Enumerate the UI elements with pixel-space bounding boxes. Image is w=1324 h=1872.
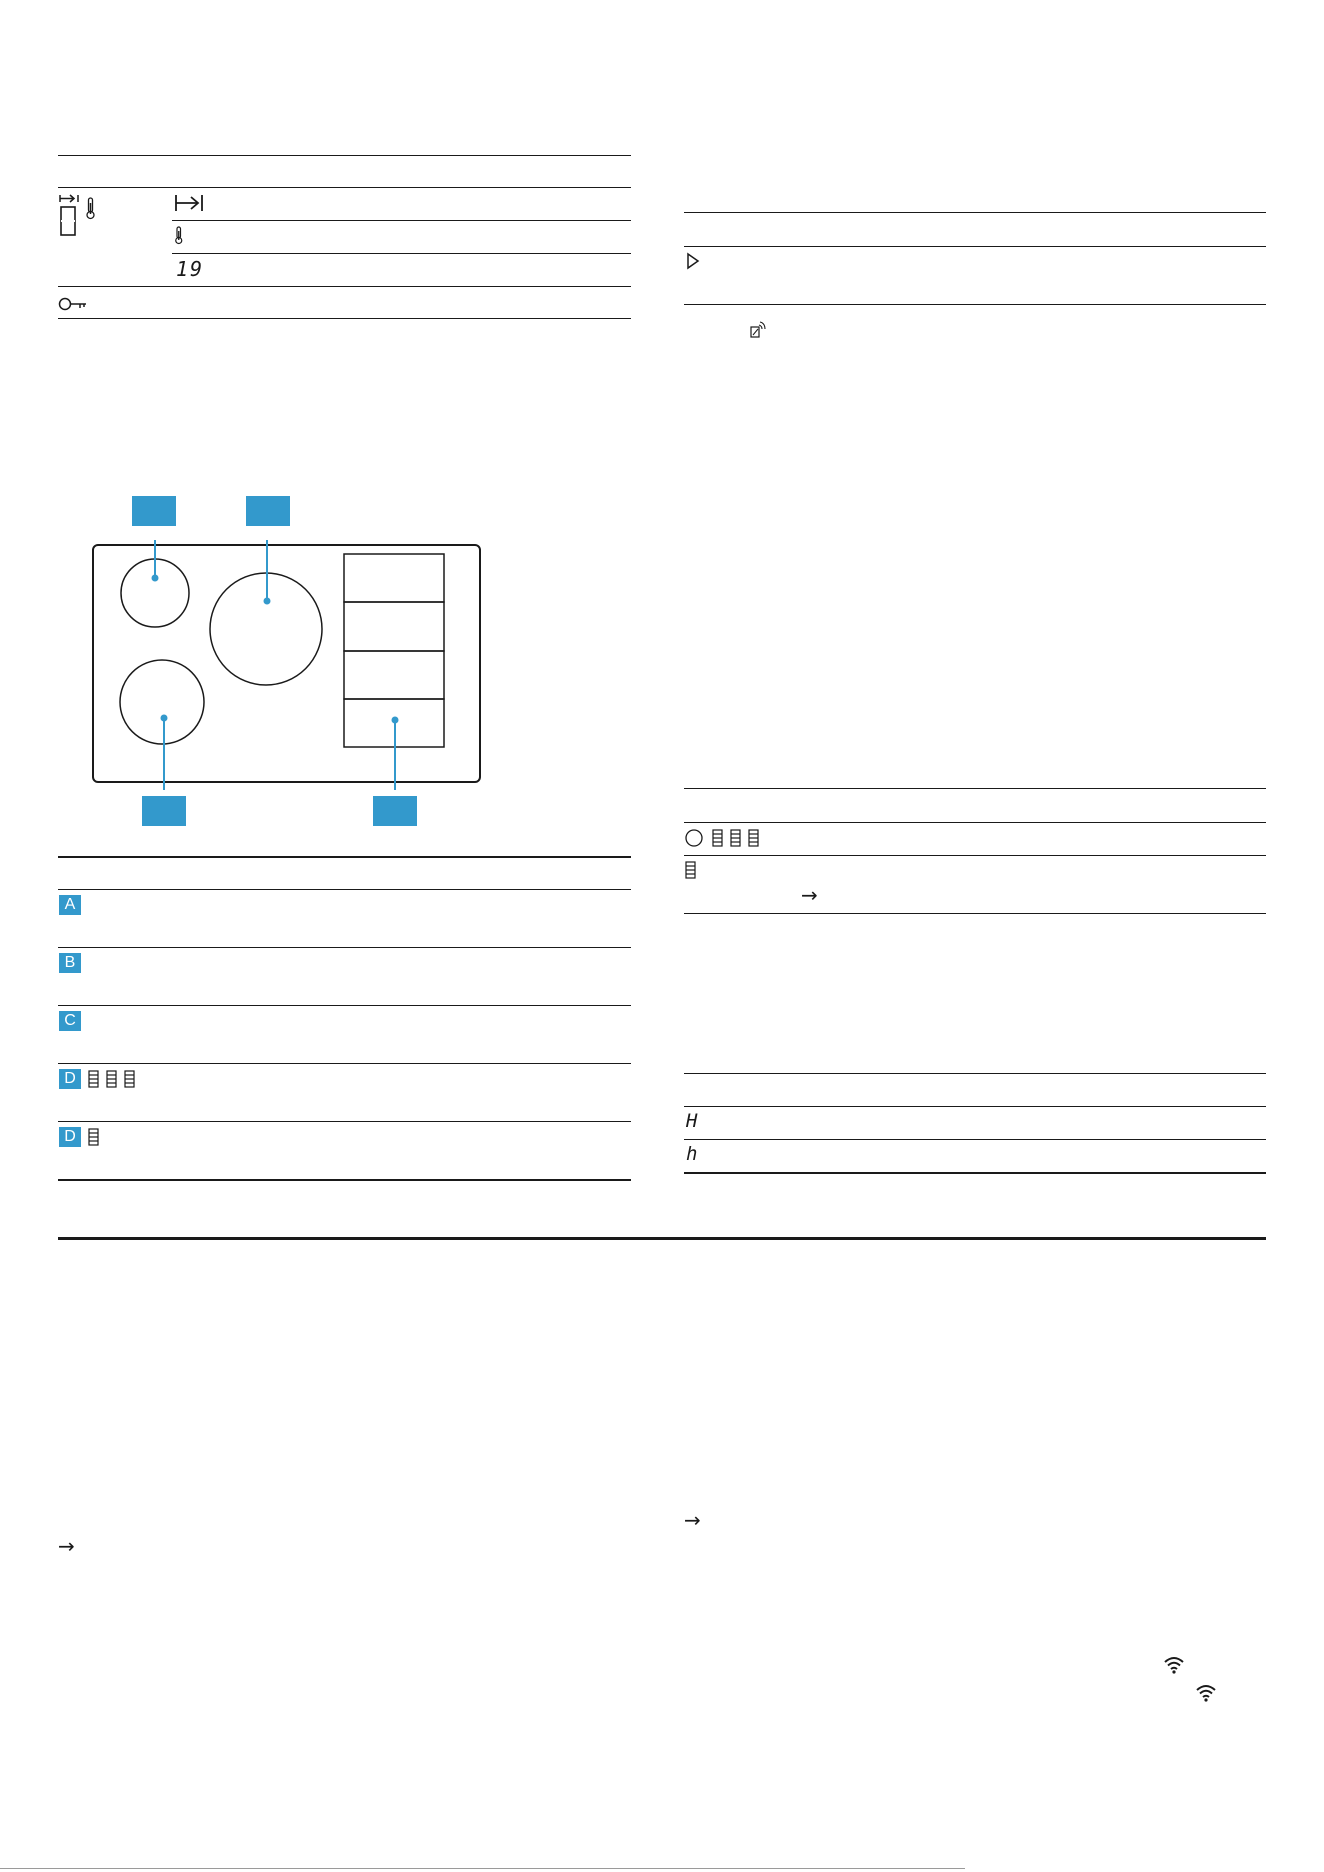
callout-badge-c [142,796,186,826]
table-rule [58,1121,631,1122]
table-rule [684,913,1266,914]
section-divider [58,1237,1266,1240]
arrow-icon: → [58,1534,75,1558]
table-rule [58,155,631,156]
remote-start-icon [749,320,767,340]
hob-outline [90,540,490,790]
circle-and-zone-icons [685,828,765,848]
table-rule [684,822,1266,823]
wifi-icon [1163,1656,1185,1674]
footer-rule [0,1868,965,1869]
arrow-icon: → [684,1508,701,1532]
table-rule [58,1179,631,1181]
table-rule [684,304,1266,305]
legend-badge-d: D [59,1127,81,1147]
seven-segment-h-lower: h [686,1143,700,1165]
legend-badge-b: B [59,953,81,973]
table-rule [58,856,631,858]
table-rule [172,220,631,221]
table-rule [58,286,631,287]
table-rule [58,947,631,948]
seven-segment-h-upper: H [686,1110,700,1132]
thermometer-icon [174,226,184,246]
zone-bar-icon [685,861,697,879]
table-rule [172,253,631,254]
table-rule [684,212,1266,213]
legend-badge-a: A [59,895,81,915]
table-rule [684,246,1266,247]
table-rule [58,1063,631,1064]
arrow-icon: → [801,883,818,907]
callout-badge-a [132,496,176,526]
legend-badge-d: D [59,1069,81,1089]
table-rule [684,1106,1266,1107]
table-rule [58,187,631,188]
transfer-icon [174,193,204,213]
wifi-icon [1195,1684,1217,1702]
thermometer-icon [85,197,97,221]
flex-zone-icon [88,1070,142,1088]
key-lock-icon [58,296,88,312]
table-rule [684,788,1266,789]
legend-badge-c: C [59,1011,81,1031]
play-triangle-icon [686,252,700,270]
table-rule [684,1172,1266,1174]
flex-zone-icon [88,1128,100,1146]
table-rule [58,889,631,890]
table-rule [684,1073,1266,1074]
callout-badge-d [373,796,417,826]
seven-segment-display: 19 [176,257,205,281]
table-rule [684,855,1266,856]
table-rule [58,318,631,319]
table-rule [684,1139,1266,1140]
table-rule [58,1005,631,1006]
callout-badge-b [246,496,290,526]
